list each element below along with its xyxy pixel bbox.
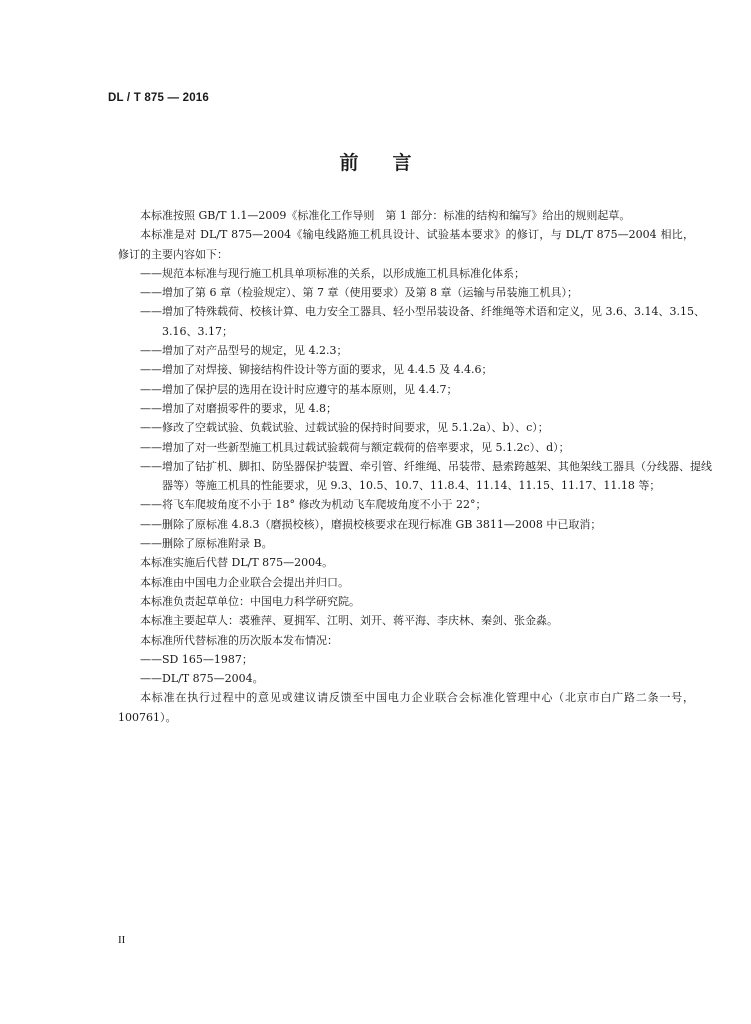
paragraph-replaces: 本标准实施后代替 DL/T 875—2004。 (140, 556, 334, 570)
page-title (0, 148, 751, 175)
paragraph-history-intro: 本标准所代替标准的历次版本发布情况： (140, 633, 338, 647)
title-char-1: 前 (339, 152, 359, 174)
list-item: ——修改了空载试验、负载试验、过载试验的保持时间要求，见 5.1.2a）、b）、c）； (140, 421, 549, 435)
list-item: ——增加了对焊接、铆接结构件设计等方面的要求，见 4.4.5 及 4.4.6； (140, 363, 493, 377)
list-item: ——增加了保护层的选用在设计时应遵守的基本原则，见 4.4.7； (140, 382, 458, 396)
paragraph-revision-intro: 本标准是对 DL/T 875—2004《输电线路施工机具设计、试验基本要求》的修订，与 DL/T 875—2004 相比，修订的主要内容如下： (118, 228, 694, 261)
foreword-body (118, 206, 712, 727)
list-item: ——增加了第 6 章（检验规定）、第 7 章（使用要求）及第 8 章（运输与吊装施工机具）； (140, 286, 578, 300)
list-item: ——增加了对产品型号的规定，见 4.2.3； (140, 344, 348, 358)
document-code: DL / T 875 — 2016 (108, 92, 209, 104)
history-item: ——DL/T 875—2004。 (140, 672, 264, 686)
list-item: ——删除了原标准 4.8.3（磨损校核），磨损校核要求在现行标准 GB 3811—2008 中已取消； (140, 517, 602, 531)
paragraph-drafting-rules: 本标准按照 GB/T 1.1—2009《标准化工作导则 第 1 部分：标准的结构和编写》给出的规则起草。 (140, 209, 631, 222)
paragraph-proposed-by: 本标准由中国电力企业联合会提出并归口。 (140, 575, 349, 589)
history-item: ——SD 165—1987； (140, 652, 253, 666)
paragraph-feedback: 本标准在执行过程中的意见或建议请反馈至中国电力企业联合会标准化管理中心（北京市白广路二条一号，100761）。 (118, 691, 694, 724)
list-item: ——删除了原标准附录 B。 (140, 537, 273, 551)
list-item: ——规范本标准与现行施工机具单项标准的关系，以形成施工机具标准化体系； (140, 266, 525, 280)
title-char-2: 言 (392, 152, 412, 174)
list-item: ——增加了特殊载荷、校核计算、电力安全工器具、轻小型吊装设备、纤维绳等术语和定义，见 3.6、3.14、3.15、3.16、3.17； (140, 305, 705, 338)
list-item: ——增加了对磨损零件的要求，见 4.8； (140, 401, 337, 415)
list-item: ——将飞车爬坡角度不小于 18° 修改为机动飞车爬坡角度不小于 22°； (140, 498, 487, 512)
page-number: II (118, 934, 126, 946)
paragraph-drafters: 本标准主要起草人：裘雅萍、夏拥军、江明、刘开、蒋平海、李庆林、秦剑、张金淼。 (140, 614, 558, 628)
list-item: ——增加了钻扩机、脚扣、防坠器保护装置、牵引管、纤维绳、吊装带、悬索跨越架、其他架线工器具（分线器、提线器等）等施工机具的性能要求，见 9.3、10.5、10.7、11.8.4、11.14、11.15、11.17、11.18 等； (140, 459, 712, 493)
list-item: ——增加了对一些新型施工机具过载试验载荷与额定载荷的倍率要求，见 5.1.2c）、d）； (140, 440, 570, 454)
paragraph-drafting-unit: 本标准负责起草单位：中国电力科学研究院。 (140, 594, 360, 608)
